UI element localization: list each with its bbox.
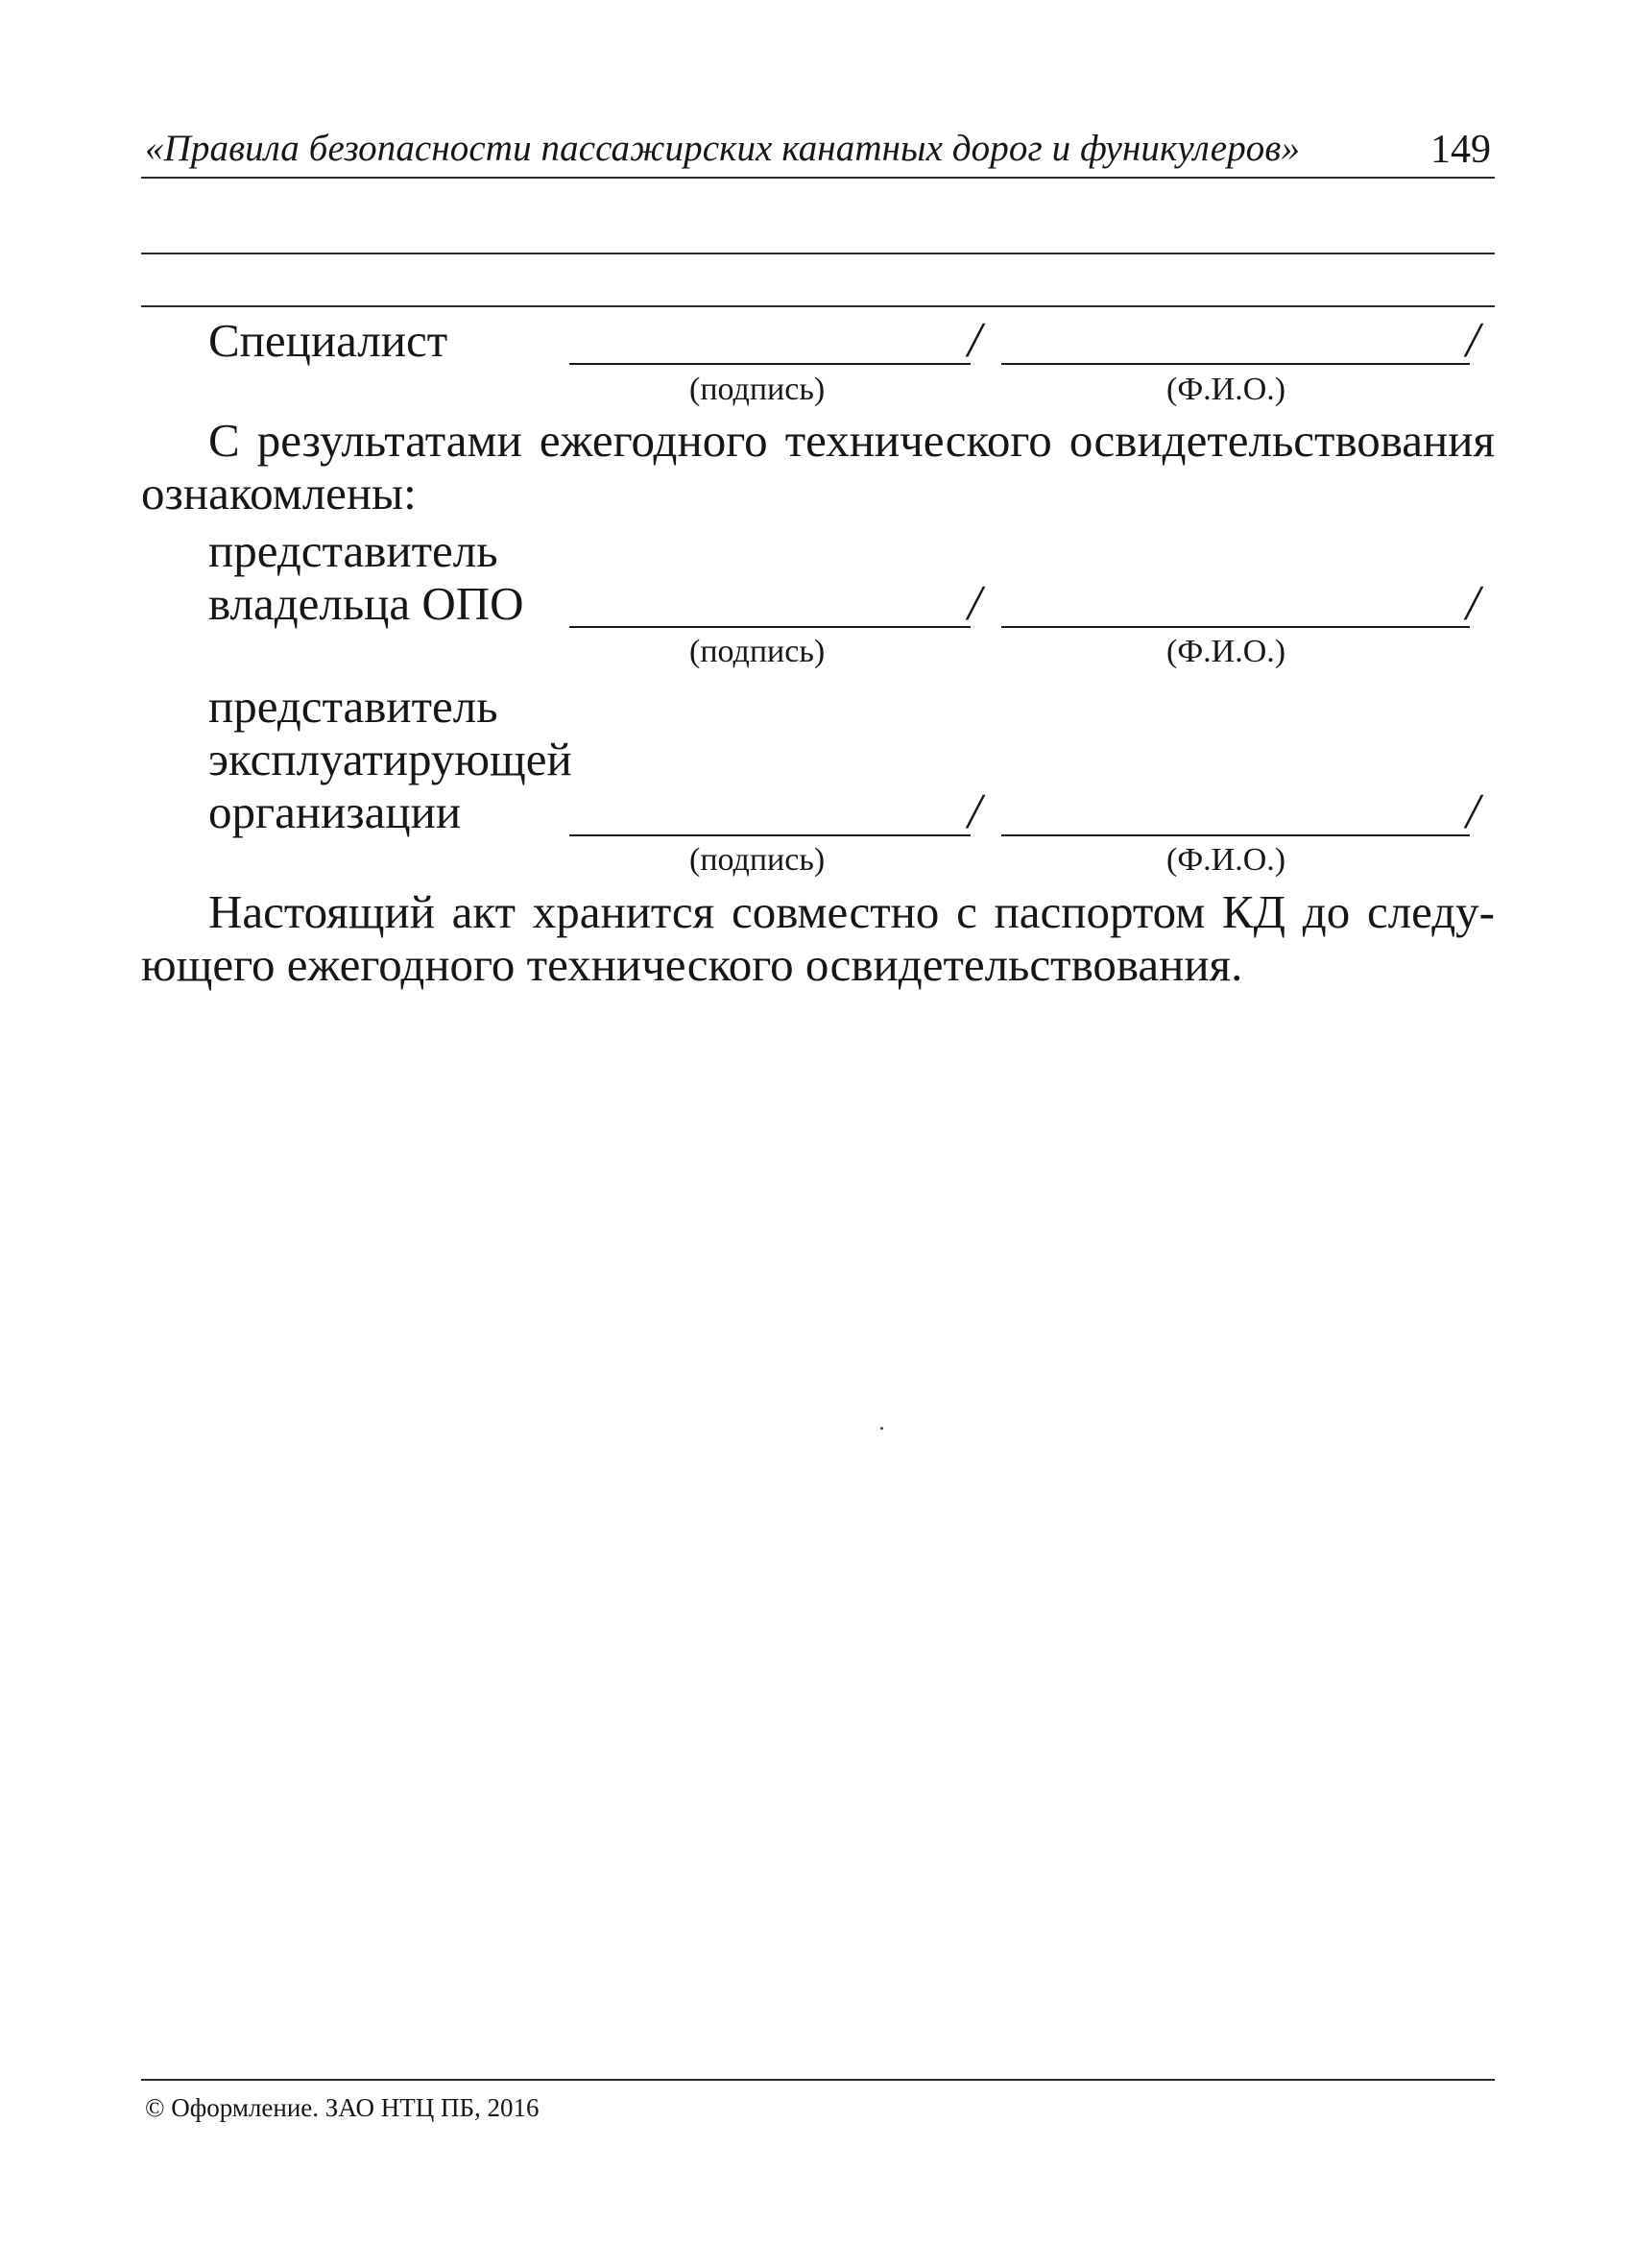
operator-rep-slash-2: / [1466, 784, 1480, 839]
specialist-signature-caption: (подпись) [689, 372, 826, 407]
blank-form-line-2 [141, 305, 1495, 307]
operator-rep-signature-caption: (подпись) [689, 842, 826, 878]
owner-rep-name-caption: (Ф.И.О.) [1166, 634, 1286, 669]
operator-rep-label-line-3: организации [208, 785, 462, 838]
owner-rep-signature-line [569, 626, 971, 628]
owner-rep-slash-1: / [968, 576, 982, 631]
operator-rep-slash-1: / [968, 784, 982, 839]
closing-line-2: ющего ежегодного технического освидетельствования. [141, 938, 1243, 991]
closing-line-1: Настоящий акт хранится совместно с паспортом КД до следу- [208, 885, 1495, 938]
specialist-signature-line [569, 363, 971, 365]
specialist-slash-1: / [968, 313, 982, 368]
operator-rep-name-caption: (Ф.И.О.) [1166, 842, 1286, 878]
acknowledgement-line-2: ознакомлены: [141, 467, 417, 519]
operator-rep-signature-line [569, 834, 971, 836]
page-number: 149 [1430, 128, 1491, 172]
owner-rep-name-line [1001, 626, 1470, 628]
operator-rep-label-line-2: эксплуатирующей [208, 733, 572, 785]
running-header-title: «Правила безопасности пассажирских канатных дорог и фуникулеров» [145, 128, 1301, 169]
header-rule [141, 177, 1495, 179]
specialist-slash-2: / [1466, 313, 1480, 368]
blank-form-line-1 [141, 253, 1495, 254]
footer-rule [141, 2079, 1495, 2081]
owner-rep-label-line-1: представитель [208, 524, 498, 577]
scan-speck [880, 1427, 883, 1430]
specialist-name-caption: (Ф.И.О.) [1166, 372, 1286, 407]
specialist-name-line [1001, 363, 1470, 365]
owner-rep-label-line-2: владельца ОПО [208, 577, 524, 630]
operator-rep-label-line-1: представитель [208, 680, 498, 733]
footer-copyright: © Оформление. ЗАО НТЦ ПБ, 2016 [145, 2093, 540, 2122]
specialist-label: Специалист [208, 314, 448, 367]
operator-rep-name-line [1001, 834, 1470, 836]
acknowledgement-line-1: С результатами ежегодного технического освидетельствования [208, 414, 1495, 467]
owner-rep-signature-caption: (подпись) [689, 634, 826, 669]
owner-rep-slash-2: / [1466, 576, 1480, 631]
